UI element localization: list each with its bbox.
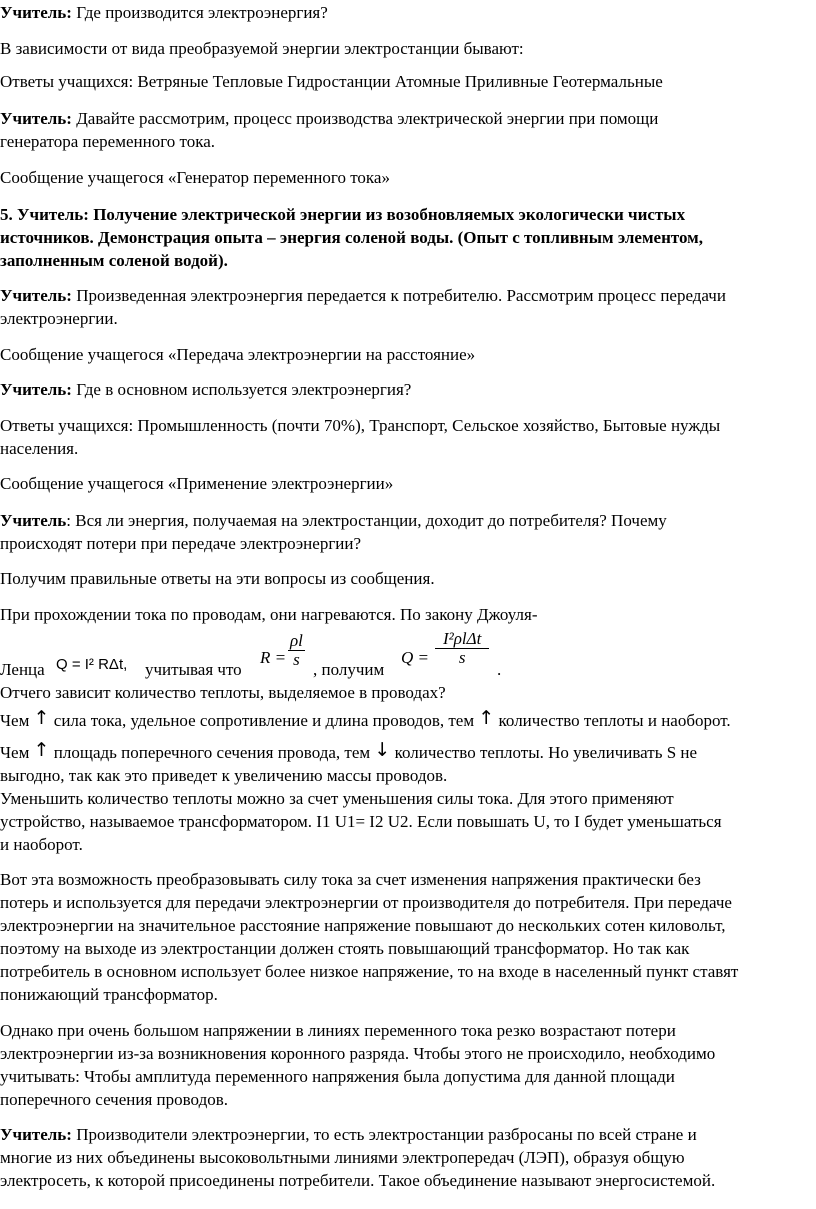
paragraph-line: Ответы учащихся: Промышленность (почти 70%), Транспорт, Сельское хозяйство, Бытовые нужды bbox=[0, 416, 721, 435]
paragraph-line: генератора переменного тока. bbox=[0, 132, 216, 151]
paragraph-8: Сообщение учащегося «Передача электроэнергии на расстояние» bbox=[0, 345, 476, 364]
formula-line bbox=[0, 626, 814, 678]
paragraph-6-heading bbox=[0, 203, 814, 272]
paragraph-line: потерь и используется для передачи электроэнергии от производителя до потребителя. При передаче bbox=[0, 893, 732, 912]
formula-r-denominator: s bbox=[293, 650, 300, 669]
formula-r-numerator: ρl bbox=[290, 631, 303, 650]
paragraph-9 bbox=[0, 378, 814, 401]
paragraph-line: Произведенная электроэнергия передается к потребителю. Рассмотрим процесс передачи bbox=[71, 286, 726, 305]
paragraph-11: Сообщение учащегося «Применение электроэнергии» bbox=[0, 474, 394, 493]
paragraph-7 bbox=[0, 284, 814, 330]
formula-q2-fraction bbox=[435, 630, 489, 667]
we-get-text: , получим bbox=[313, 660, 385, 679]
paragraph-3: Ответы учащихся: Ветряные Тепловые Гидростанции Атомные Приливные Геотермальные bbox=[0, 72, 663, 91]
paragraph-line: Давайте рассмотрим, процесс производства электрической энергии при помощи bbox=[71, 109, 659, 128]
formula-q2-numerator: I²ρlΔt bbox=[435, 630, 489, 649]
paragraph-line: учитывать: Чтобы амплитуда переменного напряжения была допустима для данной площади bbox=[0, 1067, 675, 1086]
arrow-up-icon: ↑ bbox=[33, 707, 50, 729]
formula-q2-denominator: s bbox=[458, 648, 466, 667]
paragraph-4 bbox=[0, 107, 814, 153]
paragraph-line: многие из них объединены высоковольтными линиями электропередач (ЛЭП), образуя общую bbox=[0, 1148, 685, 1167]
paragraph-16: Отчего зависит количество теплоты, выделяемое в проводах? bbox=[0, 683, 446, 702]
formula-q2-lhs: Q = bbox=[401, 648, 429, 667]
paragraph-line: поэтому на выходе из электростанции должен стоять повышающий трансформатор. Но так как bbox=[0, 939, 690, 958]
teacher-label: Учитель: bbox=[0, 1125, 72, 1144]
paragraph-line: электроэнергии. bbox=[0, 309, 118, 328]
paragraph-14: При прохождении тока по проводам, они нагреваются. По закону Джоуля- bbox=[0, 605, 538, 624]
paragraph-line: Вот эта возможность преобразовывать силу тока за счет изменения напряжения практически без bbox=[0, 870, 701, 889]
arrow-down-icon: ↓ bbox=[374, 739, 391, 761]
teacher-label: Учитель: bbox=[0, 109, 72, 128]
paragraph-line: потребитель в основном использует более низкое напряжение, то на входе в населенный пункт ставят bbox=[0, 962, 739, 981]
paragraph-text: количество теплоты и наоборот. bbox=[494, 711, 731, 730]
paragraph-line: и наоборот. bbox=[0, 835, 83, 854]
paragraph-text: Где производится электроэнергия? bbox=[71, 3, 328, 22]
formula-r-lhs: R = bbox=[260, 648, 287, 667]
paragraph-2: В зависимости от вида преобразуемой энергии электростанции бывают: bbox=[0, 39, 524, 58]
paragraph-line: : Вся ли энергия, получаемая на электростанции, доходит до потребителя? Почему bbox=[66, 511, 667, 530]
considering-text: учитывая что bbox=[145, 660, 242, 679]
paragraph-line: электроэнергии на значительное расстояние напряжение повышают до нескольких сотен киловольт, bbox=[0, 916, 726, 935]
paragraph-10 bbox=[0, 414, 814, 460]
paragraph-13: Получим правильные ответы на эти вопросы из сообщения. bbox=[0, 569, 435, 588]
paragraph-line: электросеть, к которой присоединены потребители. Такое объединение называют энергосистемой. bbox=[0, 1171, 716, 1190]
paragraph-line: электроэнергии из-за возникновения коронного разряда. Чтобы этого не происходило, необходимо bbox=[0, 1044, 716, 1063]
paragraph-line: понижающий трансформатор. bbox=[0, 985, 218, 1004]
paragraph-line: заполненным соленой водой). bbox=[0, 251, 228, 270]
paragraph-20 bbox=[0, 868, 814, 1006]
paragraph-text: Где в основном используется электроэнергия? bbox=[71, 380, 412, 399]
paragraph-text: Чем bbox=[0, 711, 34, 730]
formula-r-fraction bbox=[288, 632, 305, 669]
lenz-text: Ленца bbox=[0, 660, 45, 679]
paragraph-line: 5. Учитель: Получение электрической энергии из возобновляемых экологически чистых bbox=[0, 205, 686, 224]
teacher-label: Учитель bbox=[0, 511, 67, 530]
paragraph-text: количество теплоты. Но увеличивать S не bbox=[390, 743, 698, 762]
paragraph-line: Однако при очень большом напряжении в линиях переменного тока резко возрастают потери bbox=[0, 1021, 676, 1040]
arrow-up-icon: ↑ bbox=[33, 739, 50, 761]
paragraph-17 bbox=[0, 709, 814, 732]
arrow-up-icon: ↑ bbox=[478, 707, 495, 729]
paragraph-line: Уменьшить количество теплоты можно за счет уменьшения силы тока. Для этого применяют bbox=[0, 789, 674, 808]
paragraph-line: происходят потери при передаче электроэнергии? bbox=[0, 534, 362, 553]
period-text: . bbox=[497, 660, 502, 679]
paragraph-21 bbox=[0, 1019, 814, 1111]
paragraph-12 bbox=[0, 509, 814, 555]
paragraph-line: населения. bbox=[0, 439, 79, 458]
teacher-label: Учитель: bbox=[0, 380, 72, 399]
formula-q-joule: Q = I² RΔt, bbox=[56, 656, 128, 673]
paragraph-text: Чем bbox=[0, 743, 34, 762]
paragraph-text: сила тока, удельное сопротивление и длина проводов, тем bbox=[49, 711, 479, 730]
paragraph-22 bbox=[0, 1123, 814, 1192]
paragraph-text: площадь поперечного сечения провода, тем bbox=[49, 743, 375, 762]
paragraph-line: устройство, называемое трансформатором. I1 U1= I2 U2. Если повышать U, то I будет уменьшаться bbox=[0, 812, 722, 831]
paragraph-line: источников. Демонстрация опыта – энергия соленой воды. (Опыт с топливным элементом, bbox=[0, 228, 704, 247]
paragraph-1 bbox=[0, 1, 814, 24]
paragraph-18 bbox=[0, 741, 814, 787]
teacher-label: Учитель: bbox=[0, 286, 72, 305]
paragraph-line: Производители электроэнергии, то есть электростанции разбросаны по всей стране и bbox=[71, 1125, 697, 1144]
paragraph-line: выгодно, так как это приведет к увеличению массы проводов. bbox=[0, 766, 448, 785]
teacher-label: Учитель: bbox=[0, 3, 72, 22]
paragraph-line: поперечного сечения проводов. bbox=[0, 1090, 228, 1109]
paragraph-19 bbox=[0, 787, 814, 856]
paragraph-5: Сообщение учащегося «Генератор переменного тока» bbox=[0, 168, 390, 187]
